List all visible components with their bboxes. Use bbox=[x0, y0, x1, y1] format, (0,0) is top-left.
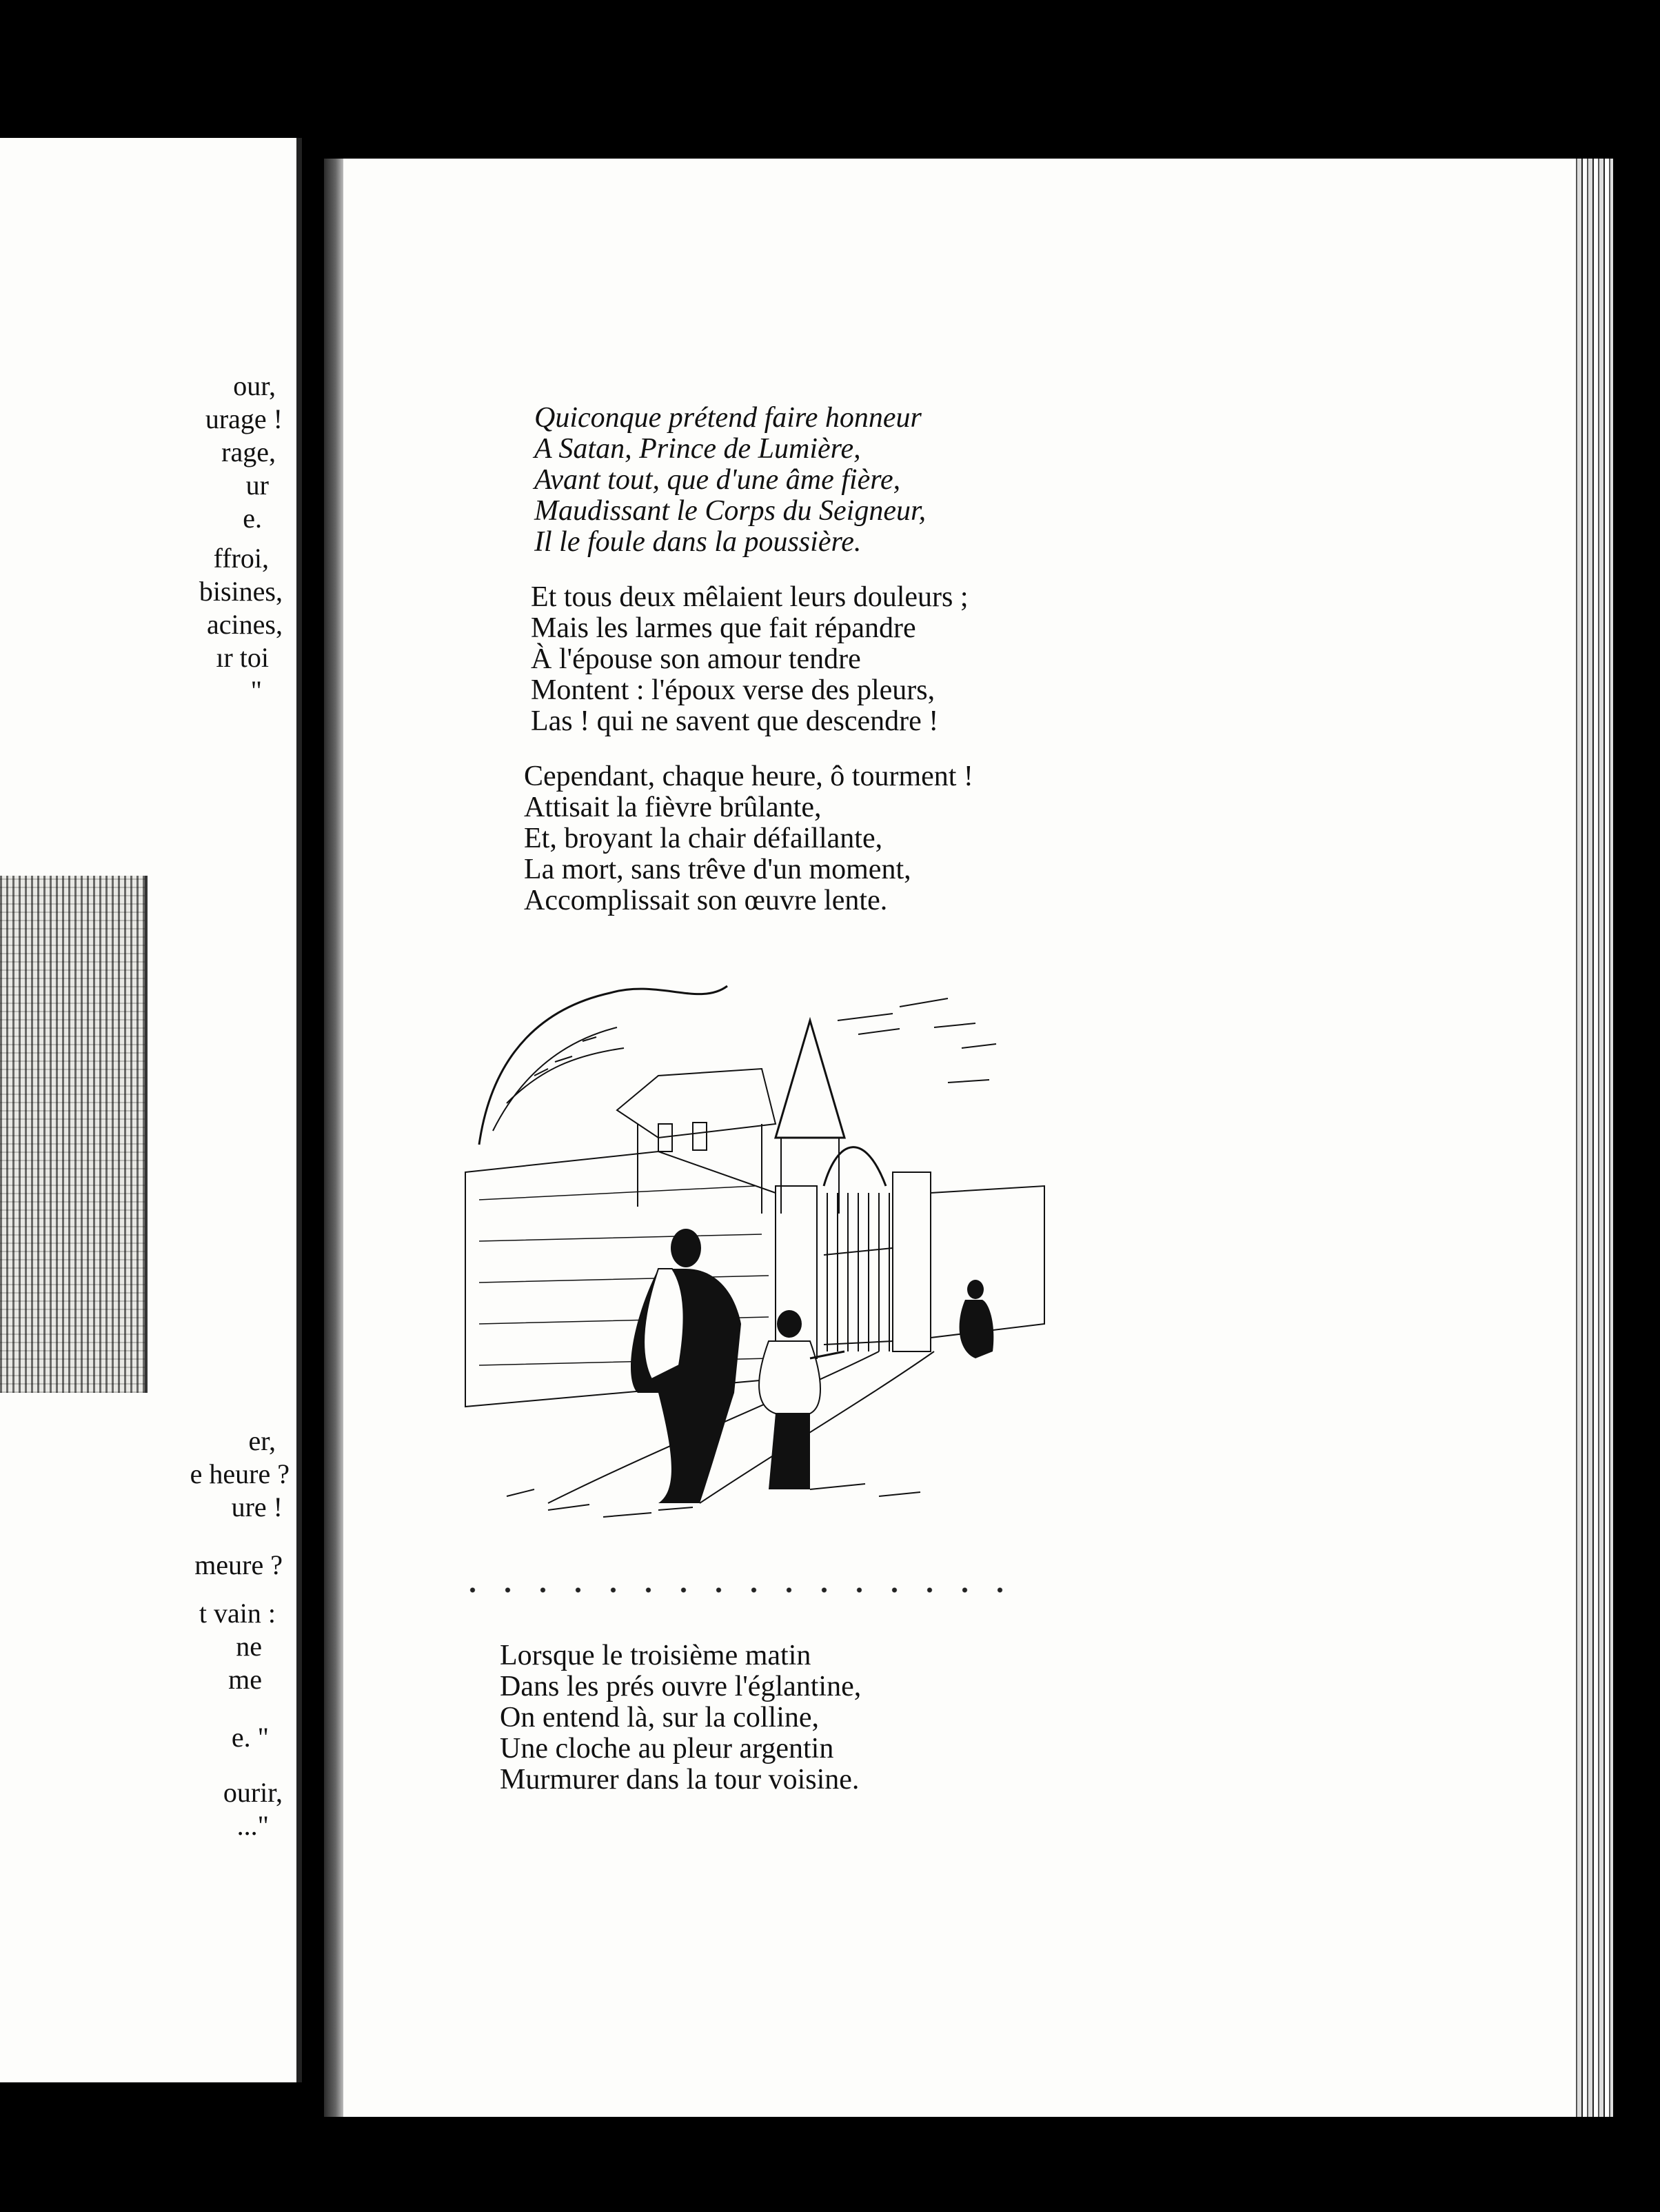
verse-line: Une cloche au pleur argentin bbox=[500, 1733, 834, 1764]
left-text-fragment: ourir, bbox=[223, 1777, 283, 1808]
verse-line: Mais les larmes que fait répandre bbox=[531, 612, 916, 644]
left-facing-page bbox=[0, 138, 302, 2082]
verse-line: Quiconque prétend faire honneur bbox=[534, 402, 922, 434]
verse-line: Montent : l'époux verse des pleurs, bbox=[531, 674, 935, 706]
left-text-fragment: me bbox=[228, 1664, 262, 1695]
left-text-fragment: ur bbox=[245, 470, 269, 501]
verse-line: Lorsque le troisième matin bbox=[500, 1640, 811, 1671]
verse-line: Las ! qui ne savent que descendre ! bbox=[531, 705, 939, 737]
left-text-fragment: e. " bbox=[231, 1722, 269, 1753]
left-text-fragment: our, bbox=[233, 370, 276, 401]
verse-line: Accomplissait son œuvre lente. bbox=[524, 885, 888, 916]
left-text-fragment: er, bbox=[248, 1425, 276, 1456]
left-text-fragment: e heure ? bbox=[190, 1458, 290, 1489]
verse-line: Et, broyant la chair défaillante, bbox=[524, 823, 883, 854]
verse-line: Et tous deux mêlaient leurs douleurs ; bbox=[531, 581, 969, 613]
left-text-fragment: rage, bbox=[221, 436, 276, 467]
verse-line: Attisait la fièvre brûlante, bbox=[524, 792, 822, 823]
verse-line: Murmurer dans la tour voisine. bbox=[500, 1764, 860, 1796]
verse-line: Dans les prés ouvre l'églantine, bbox=[500, 1671, 862, 1702]
left-text-fragment: ır toi bbox=[216, 642, 269, 673]
left-text-fragment: t vain : bbox=[199, 1598, 276, 1629]
verse-line: Maudissant le Corps du Seigneur, bbox=[534, 495, 927, 527]
verse-line: Il le foule dans la poussière. bbox=[534, 526, 862, 558]
verse-line: On entend là, sur la colline, bbox=[500, 1702, 820, 1733]
left-text-fragment: ne bbox=[236, 1631, 262, 1662]
verse-line: La mort, sans trêve d'un moment, bbox=[524, 854, 911, 885]
left-text-fragment: ffroi, bbox=[213, 543, 269, 574]
book-gutter bbox=[324, 159, 343, 2117]
page-edges bbox=[1572, 159, 1613, 2117]
left-text-fragment: ..." bbox=[236, 1810, 269, 1841]
verse-line: Cependant, chaque heure, ô tourment ! bbox=[524, 761, 973, 792]
left-text-fragment: bisines, bbox=[199, 576, 283, 607]
left-text-fragment: urage ! bbox=[205, 403, 283, 434]
dotted-separator bbox=[455, 1586, 1020, 1594]
left-page-illustration bbox=[0, 876, 148, 1393]
verse-line: Avant tout, que d'une âme fière, bbox=[534, 464, 901, 496]
verse-line: A Satan, Prince de Lumière, bbox=[534, 433, 861, 465]
left-text-fragment: e. bbox=[243, 503, 262, 534]
verse-line: À l'épouse son amour tendre bbox=[531, 643, 861, 675]
left-text-fragment: ure ! bbox=[231, 1491, 283, 1522]
left-text-fragment: meure ? bbox=[194, 1549, 283, 1580]
left-text-fragment: acines, bbox=[207, 609, 283, 640]
left-text-fragment: " bbox=[250, 675, 262, 706]
chateau-gate-illustration bbox=[452, 965, 1058, 1538]
